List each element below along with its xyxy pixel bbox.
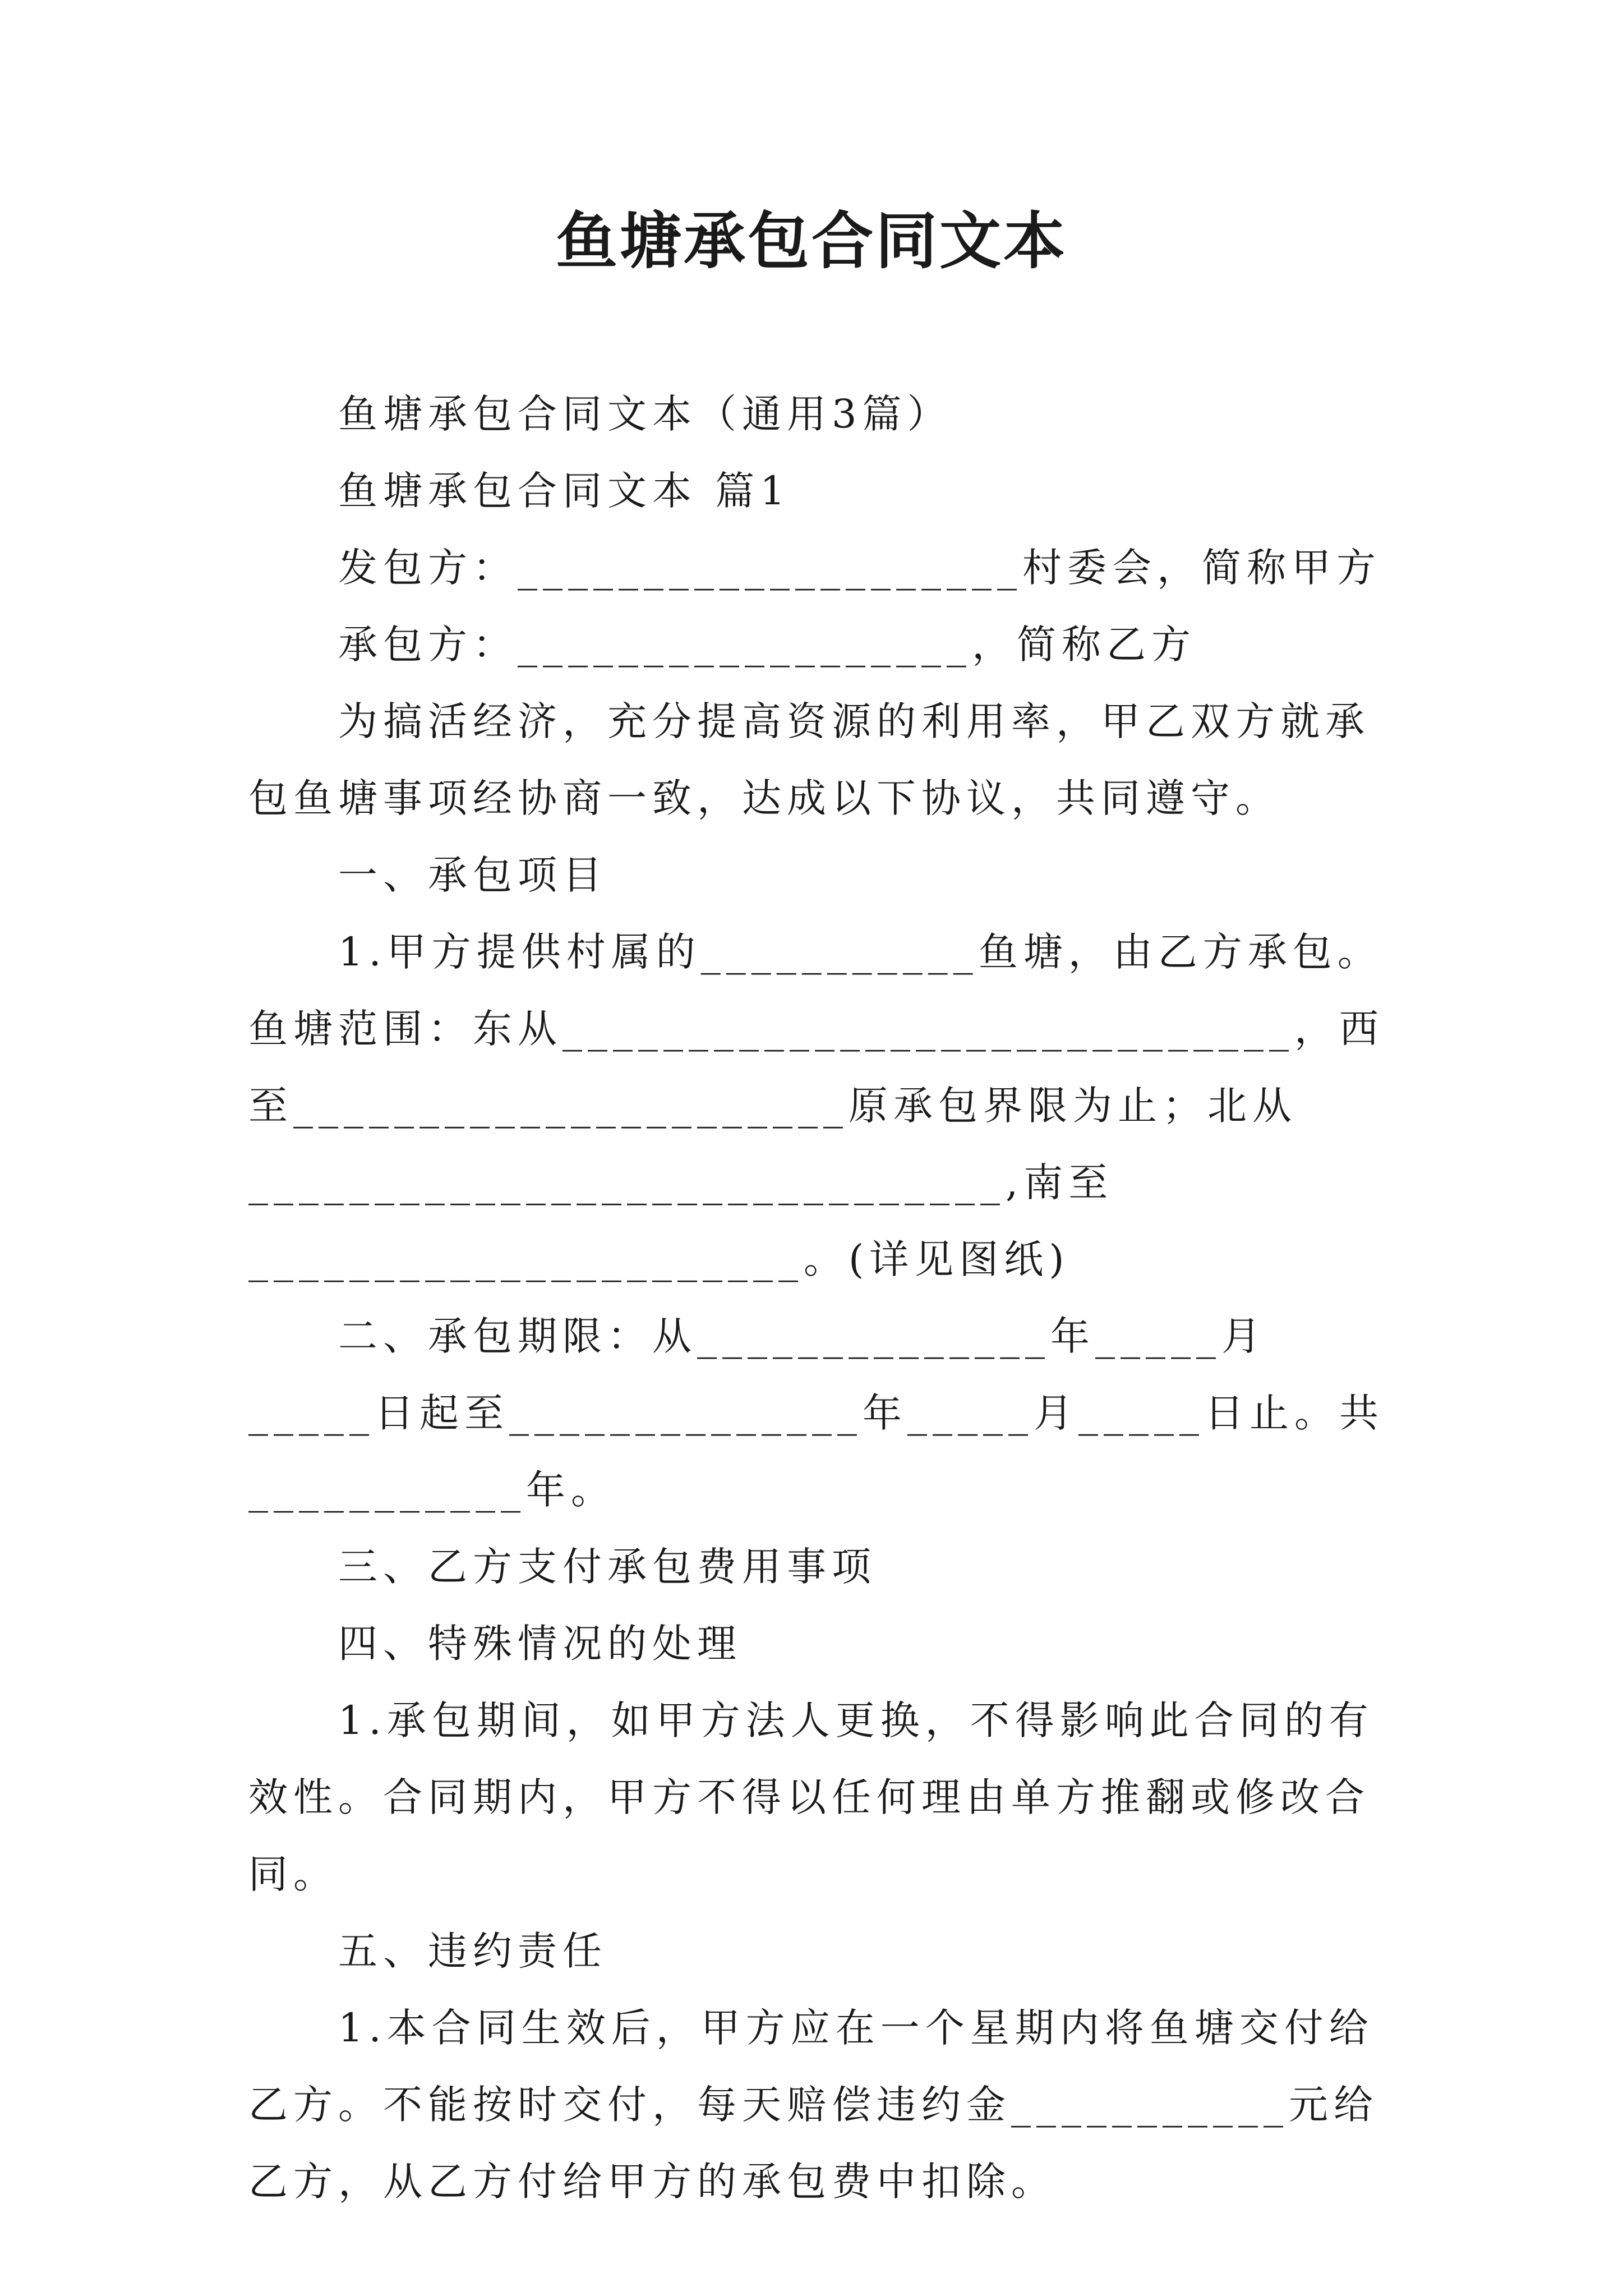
paragraph-contractor: 发包方：____________________村委会，简称甲方 bbox=[338, 545, 1381, 591]
heading-special-cases: 四、特殊情况的处理 bbox=[338, 1621, 742, 1667]
paragraph-contractee: 承包方：__________________，简称乙方 bbox=[338, 622, 1196, 668]
paragraph-liability-1: 1.本合同生效后，甲方应在一个星期内将鱼塘交付给乙方。不能按时交付，每天赔偿违约金___________元给乙方，从乙方付给甲方的承包费中扣除。 bbox=[248, 2005, 1378, 2205]
paragraph-preamble: 为搞活经济，充分提高资源的利用率，甲乙双方就承包鱼塘事项经协商一致，达成以下协议，共同遵守。 bbox=[248, 698, 1370, 821]
paragraph-term: 二、承包期限：从______________年_____月_____日起至______________年_____月_____日止。共___________年。 bbox=[248, 1313, 1384, 1513]
heading-project: 一、承包项目 bbox=[338, 852, 607, 898]
document-title: 鱼塘承包合同文本 bbox=[556, 205, 1067, 277]
heading-liability: 五、违约责任 bbox=[338, 1928, 607, 1974]
paragraph-special-case-1: 1.承包期间，如甲方法人更换，不得影响此合同的有效性。合同期内，甲方不得以任何理由单方推翻或修改合同。 bbox=[248, 1697, 1374, 1897]
paragraph-section-title: 鱼塘承包合同文本 篇1 bbox=[338, 468, 791, 514]
paragraph-project-scope: 1.甲方提供村属的___________鱼塘，由乙方承包。鱼塘范围：东从_____________________________，西至______________________原承包界限为止；北从______________________________,南至______________________。(详见图纸) bbox=[248, 929, 1384, 1282]
paragraph-subtitle: 鱼塘承包合同文本（通用3篇） bbox=[338, 391, 952, 437]
document-body bbox=[248, 376, 1387, 2220]
heading-payment: 三、乙方支付承包费用事项 bbox=[338, 1544, 877, 1590]
